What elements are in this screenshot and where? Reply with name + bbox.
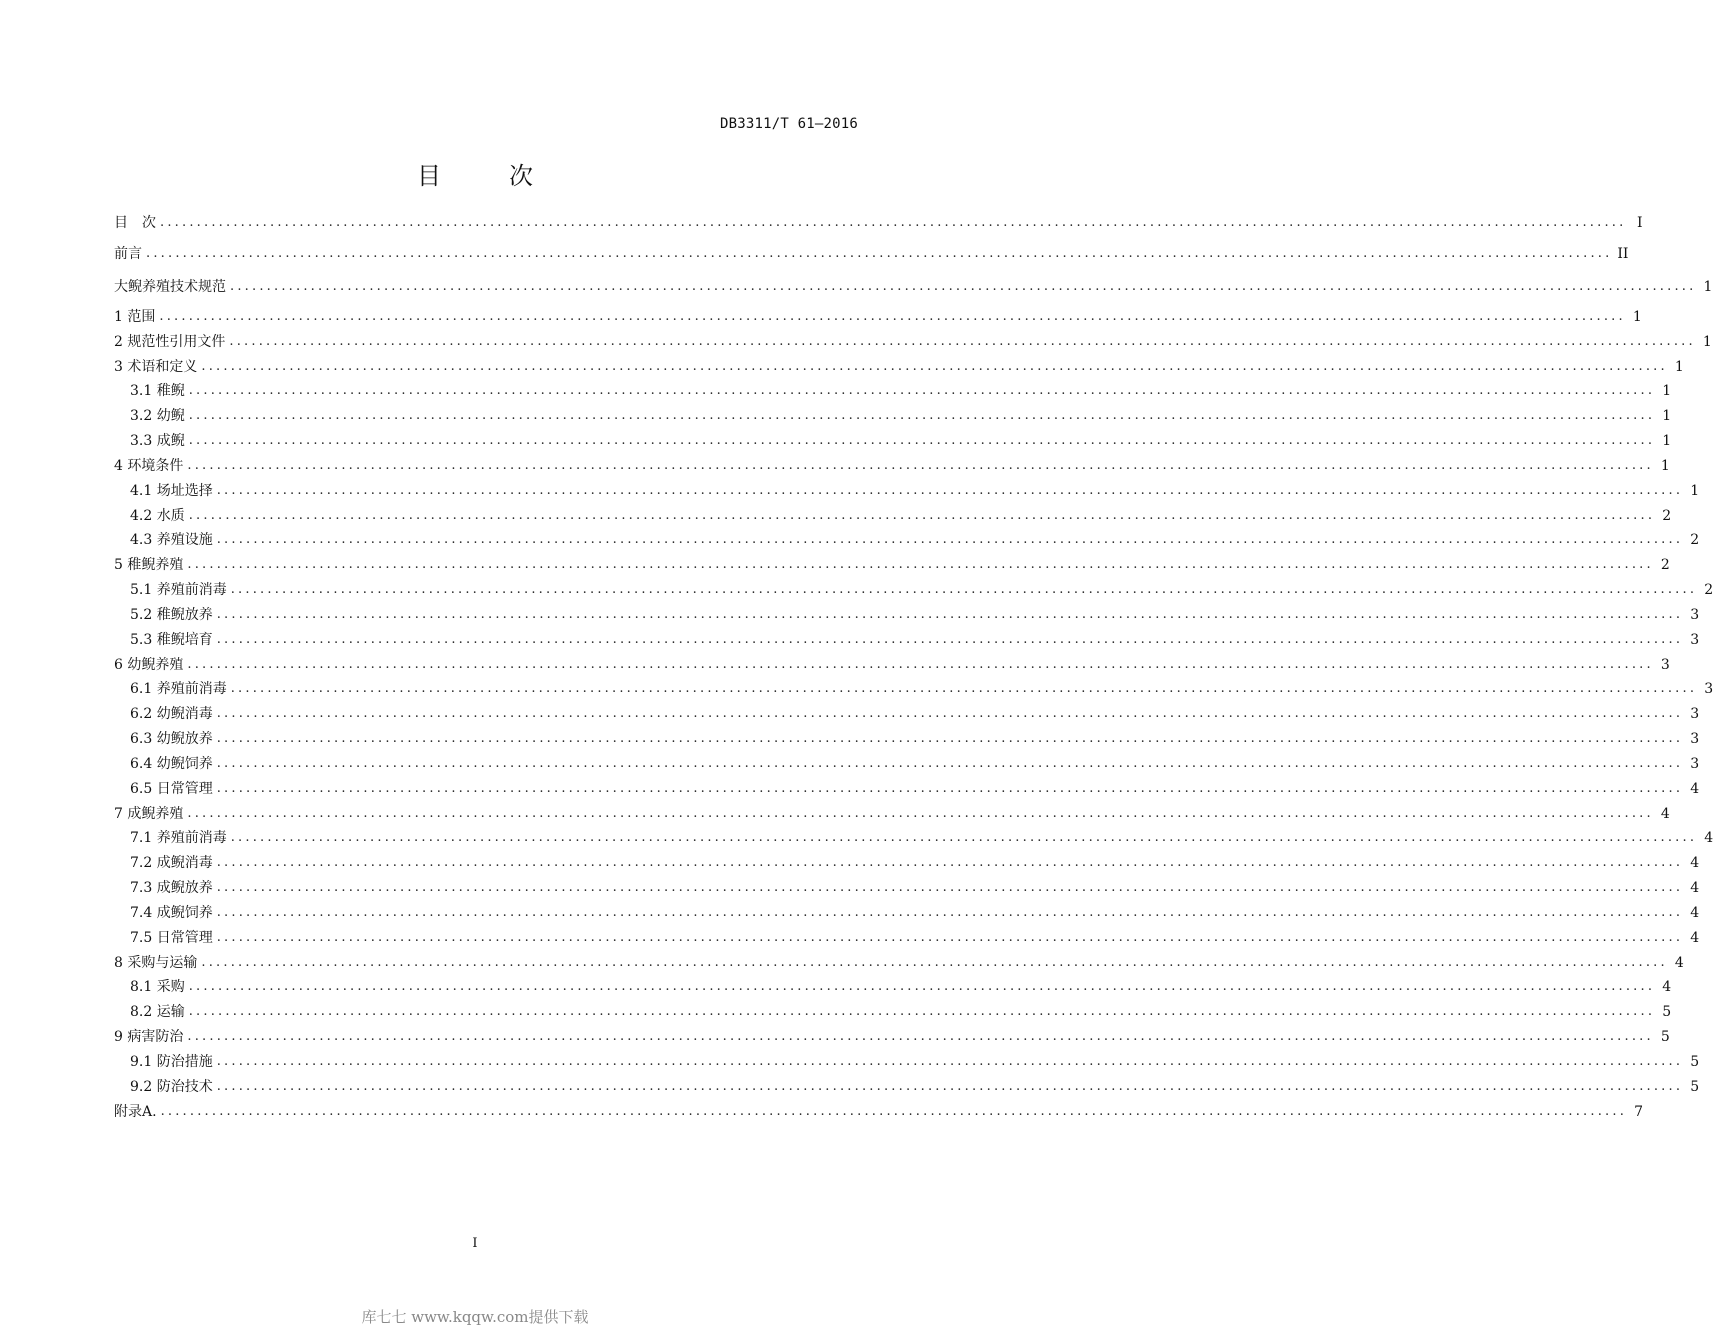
toc-dot-leader: ........................................................................................................................................................................................................	[216, 731, 1684, 747]
toc-dot-leader: ........................................................................................................................................................................................................	[216, 1053, 1684, 1069]
toc-entry-page: 5	[1690, 1053, 1700, 1070]
toc-entry-page: 3	[1690, 631, 1700, 648]
toc-entry-label: 7 成鲵养殖	[114, 805, 184, 822]
toc-entry-page: 3	[1704, 681, 1713, 698]
toc-entry-label: 大鲵养殖技术规范	[114, 279, 226, 295]
toc-entry-page: 1	[1662, 433, 1672, 450]
toc-dot-leader: ........................................................................................................................................................................................................	[216, 532, 1684, 548]
toc-entry-label: 9.2 防治技术	[130, 1078, 213, 1095]
toc-dot-leader: ........................................................................................................................................................................................................	[229, 333, 1696, 349]
toc-entry[interactable]	[114, 243, 1629, 265]
toc-entry-label: 前言	[114, 246, 142, 262]
toc-entry-label: 6.1 养殖前消毒	[130, 681, 227, 698]
toc-entry-label: 6.4 幼鲵饲养	[130, 755, 213, 772]
toc-entry-page: 1	[1662, 408, 1672, 425]
toc-entry-page: II	[1617, 246, 1629, 262]
toc-entry[interactable]	[130, 1001, 1672, 1023]
toc-entry-page: 1	[1702, 333, 1712, 350]
toc-entry[interactable]	[130, 604, 1700, 626]
document-number: DB3311/T 61—2016	[719, 116, 858, 132]
footer-watermark: 库七七 www.kqqw.com提供下载	[361, 1308, 589, 1326]
toc-entry-label: 8.1 采购	[130, 979, 185, 996]
toc-entry[interactable]	[114, 276, 1713, 298]
toc-dot-leader: ........................................................................................................................................................................................................	[216, 1078, 1684, 1094]
toc-entry[interactable]	[130, 480, 1700, 502]
toc-entry-label: 3 术语和定义	[114, 358, 198, 375]
toc-entry[interactable]	[114, 654, 1670, 676]
toc-entry[interactable]	[130, 380, 1672, 402]
toc-dot-leader: ........................................................................................................................................................................................................	[201, 358, 1668, 374]
toc-dot-leader: ........................................................................................................................................................................................................	[216, 855, 1684, 871]
toc-entry-label: 6.2 幼鲵消毒	[130, 706, 213, 723]
toc-entry[interactable]	[130, 852, 1700, 874]
toc-entry[interactable]	[130, 1051, 1700, 1073]
toc-entry[interactable]	[130, 678, 1713, 700]
toc-entry[interactable]	[130, 405, 1672, 427]
toc-entry-page: 1	[1632, 309, 1642, 325]
toc-entry-page: 1	[1674, 358, 1684, 375]
toc-entry-label: 9 病害防治	[114, 1029, 184, 1046]
toc-entry-label: 9.1 防治措施	[130, 1053, 213, 1070]
toc-dot-leader: ........................................................................................................................................................................................................	[188, 433, 1656, 449]
toc-dot-leader: ........................................................................................................................................................................................................	[216, 880, 1684, 896]
toc-entry[interactable]	[130, 703, 1700, 725]
toc-dot-leader: ........................................................................................................................................................................................................	[216, 755, 1684, 771]
toc-entry-page: 3	[1660, 656, 1670, 673]
toc-dot-leader: ........................................................................................................................................................................................................	[216, 482, 1684, 498]
toc-dot-leader: ........................................................................................................................................................................................................	[216, 606, 1684, 622]
toc-entry-page: 7	[1634, 1103, 1644, 1120]
toc-entry[interactable]	[114, 554, 1670, 576]
toc-entry-label: 4 环境条件	[114, 457, 184, 474]
toc-entry-label: 目 次	[114, 215, 156, 231]
toc-entry-label: 8.2 运输	[130, 1004, 185, 1021]
toc-entry-label: 4.3 养殖设施	[130, 532, 213, 549]
toc-entry[interactable]	[114, 212, 1643, 234]
toc-entry-page: 1	[1660, 457, 1670, 474]
toc-entry-page: I	[1636, 215, 1643, 231]
toc-dot-leader: ........................................................................................................................................................................................................	[230, 582, 1698, 598]
toc-entry-page: 4	[1704, 830, 1713, 847]
toc-entry-page: 4	[1690, 904, 1700, 921]
toc-entry-page: 4	[1690, 880, 1700, 897]
toc-dot-leader: ........................................................................................................................................................................................................	[230, 830, 1698, 846]
toc-entry-page: 1	[1703, 279, 1713, 295]
toc-dot-leader: ........................................................................................................................................................................................................	[216, 706, 1684, 722]
toc-entry-label: 6.3 幼鲵放养	[130, 731, 213, 748]
toc-dot-leader: ........................................................................................................................................................................................................	[188, 408, 1656, 424]
toc-dot-leader: ........................................................................................................................................................................................................	[146, 246, 1613, 261]
toc-entry-page: 3	[1690, 731, 1700, 748]
toc-entry-page: 1	[1662, 383, 1672, 400]
toc-dot-leader: ........................................................................................................................................................................................................	[216, 780, 1684, 796]
toc-dot-leader: ........................................................................................................................................................................................................	[188, 507, 1656, 523]
toc-entry-label: 7.2 成鲵消毒	[130, 855, 213, 872]
toc-entry[interactable]	[130, 529, 1700, 551]
toc-dot-leader: ........................................................................................................................................................................................................	[188, 1004, 1656, 1020]
toc-entry-label: 4.1 场址选择	[130, 482, 213, 499]
toc-dot-leader: ........................................................................................................................................................................................................	[187, 656, 1654, 672]
toc-entry-label: 5.2 稚鲵放养	[130, 606, 213, 623]
toc-dot-leader: ........................................................................................................................................................................................................	[160, 215, 1627, 230]
toc-entry-label: 附录A.	[114, 1103, 157, 1120]
toc-dot-leader: ........................................................................................................................................................................................................	[187, 1029, 1654, 1045]
toc-entry-page: 3	[1690, 706, 1700, 723]
toc-entry[interactable]	[130, 753, 1700, 775]
toc-entry-label: 6.5 日常管理	[130, 780, 213, 797]
toc-entry-page: 3	[1690, 755, 1700, 772]
toc-entry-label: 4.2 水质	[130, 507, 185, 524]
toc-dot-leader: ........................................................................................................................................................................................................	[201, 954, 1668, 970]
toc-entry-page: 4	[1662, 979, 1672, 996]
toc-entry-label: 2 规范性引用文件	[114, 333, 226, 350]
toc-entry[interactable]	[114, 306, 1642, 328]
toc-entry-label: 5 稚鲵养殖	[114, 557, 184, 574]
toc-entry-page: 3	[1690, 606, 1700, 623]
toc-entry-page: 2	[1660, 557, 1670, 574]
toc-entry-label: 6 幼鲵养殖	[114, 656, 184, 673]
toc-entry-page: 1	[1690, 482, 1700, 499]
toc-dot-leader: ........................................................................................................................................................................................................	[188, 383, 1656, 399]
toc-dot-leader: ........................................................................................................................................................................................................	[159, 309, 1626, 324]
toc-dot-leader: ........................................................................................................................................................................................................	[230, 279, 1697, 294]
toc-entry-page: 2	[1690, 532, 1700, 549]
toc-entry[interactable]	[114, 952, 1684, 974]
toc-entry[interactable]	[114, 356, 1684, 378]
toc-entry-page: 4	[1690, 855, 1700, 872]
toc-entry[interactable]	[114, 331, 1712, 353]
toc-entry[interactable]	[130, 505, 1672, 527]
toc-entry[interactable]	[130, 579, 1713, 601]
toc-entry[interactable]	[114, 1026, 1670, 1048]
toc-entry[interactable]	[114, 455, 1670, 477]
toc-entry-page: 5	[1690, 1078, 1700, 1095]
toc-entry[interactable]	[130, 827, 1713, 849]
toc-entry[interactable]	[130, 629, 1700, 651]
toc-dot-leader: ........................................................................................................................................................................................................	[216, 631, 1684, 647]
toc-dot-leader: ........................................................................................................................................................................................................	[187, 557, 1654, 573]
toc-entry-page: 4	[1674, 954, 1684, 971]
toc-entry[interactable]	[130, 902, 1700, 924]
toc-entry[interactable]	[130, 927, 1700, 949]
toc-entry-page: 5	[1660, 1029, 1670, 1046]
toc-entry[interactable]	[114, 803, 1670, 825]
toc-entry-page: 4	[1660, 805, 1670, 822]
toc-entry[interactable]	[130, 976, 1672, 998]
toc-dot-leader: ........................................................................................................................................................................................................	[187, 805, 1654, 821]
toc-dot-leader: ........................................................................................................................................................................................................	[216, 904, 1684, 920]
toc-entry-label: 5.3 稚鲵培育	[130, 631, 213, 648]
page-number: I	[472, 1236, 478, 1251]
toc-dot-leader: ........................................................................................................................................................................................................	[188, 979, 1656, 995]
toc-entry-page: 4	[1690, 929, 1700, 946]
toc-entry-label: 8 采购与运输	[114, 954, 198, 971]
toc-entry-label: 5.1 养殖前消毒	[130, 582, 227, 599]
toc-entry[interactable]	[130, 728, 1700, 750]
toc-dot-leader: ........................................................................................................................................................................................................	[160, 1103, 1628, 1119]
toc-entry[interactable]	[130, 778, 1700, 800]
toc-entry[interactable]	[130, 1076, 1700, 1098]
toc-dot-leader: ........................................................................................................................................................................................................	[230, 681, 1698, 697]
page-title: 目 次	[417, 162, 555, 190]
toc-entry-label: 7.1 养殖前消毒	[130, 830, 227, 847]
toc-entry[interactable]	[130, 877, 1700, 899]
toc-entry-label: 3.3 成鲵	[130, 433, 185, 450]
toc-entry-label: 7.5 日常管理	[130, 929, 213, 946]
toc-entry-label: 7.4 成鲵饲养	[130, 904, 213, 921]
toc-entry-page: 4	[1690, 780, 1700, 797]
toc-entry-label: 3.1 稚鲵	[130, 383, 185, 400]
toc-entry-page: 2	[1662, 507, 1672, 524]
toc-entry-label: 7.3 成鲵放养	[130, 880, 213, 897]
toc-entry[interactable]	[114, 1101, 1644, 1123]
toc-entry-page: 5	[1662, 1004, 1672, 1021]
toc-entry-label: 3.2 幼鲵	[130, 408, 185, 425]
toc-entry-page: 2	[1704, 582, 1713, 599]
toc-entry-label: 1 范围	[114, 309, 156, 325]
toc-dot-leader: ........................................................................................................................................................................................................	[216, 929, 1684, 945]
toc-entry[interactable]	[130, 430, 1672, 452]
toc-dot-leader: ........................................................................................................................................................................................................	[187, 457, 1654, 473]
